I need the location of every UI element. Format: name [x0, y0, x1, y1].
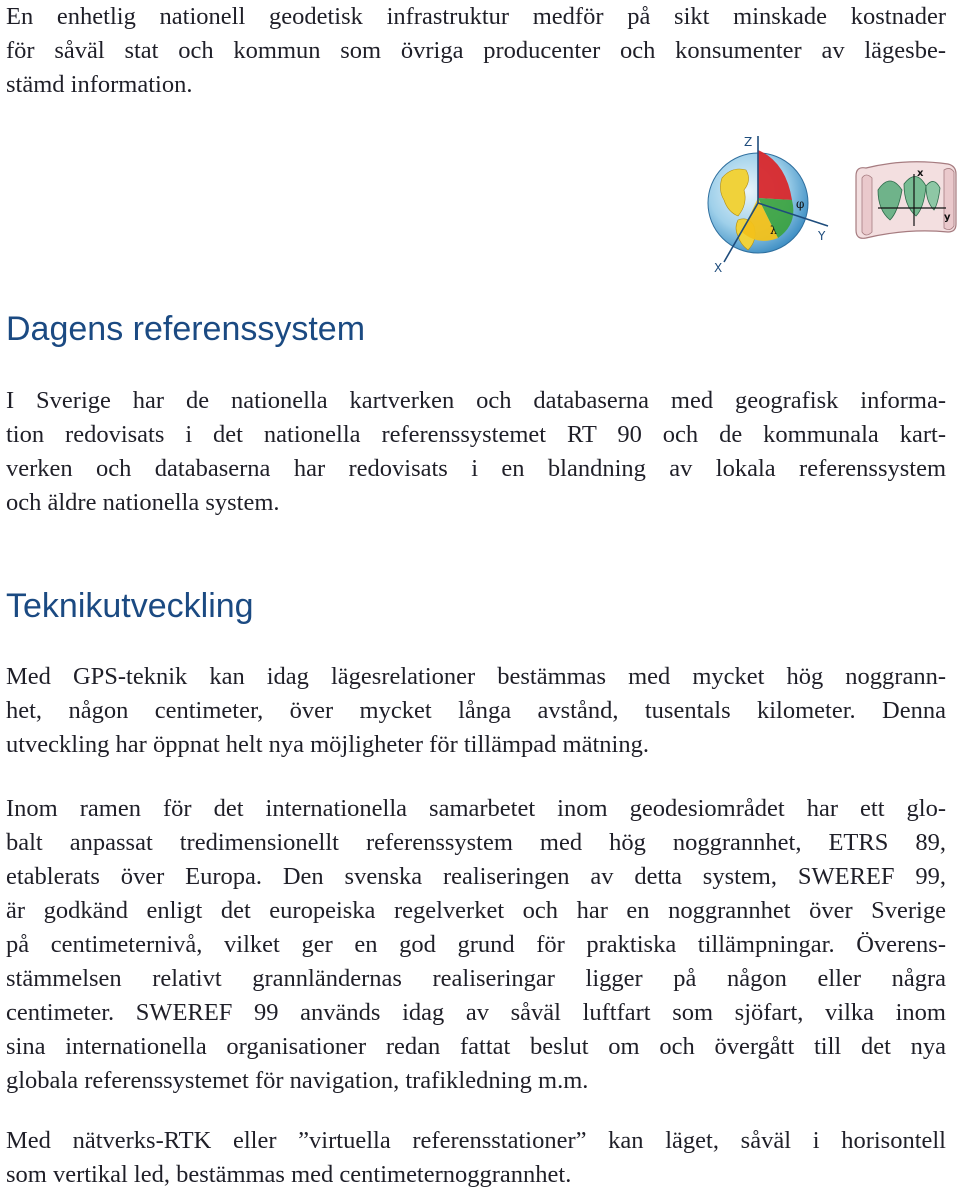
text-line: på centimeternivå, vilket ger en god grund för praktiska tillämpningar. Överens- [6, 931, 946, 958]
text-line: globala referenssystemet för navigation, trafikledning m.m. [6, 1067, 589, 1094]
svg-text:x: x [917, 168, 924, 179]
svg-text:X: X [714, 261, 723, 275]
text-line: I Sverige har de nationella kartverken och databaserna med geografisk informa- [6, 387, 946, 414]
text-line: etablerats över Europa. Den svenska realiseringen av detta system, SWEREF 99, [6, 863, 946, 890]
text-line: utveckling har öppnat helt nya möjligheter för tillämpad mätning. [6, 731, 649, 758]
text-line: tion redovisats i det nationella referenssystemet RT 90 och de kommunala kart- [6, 421, 946, 448]
text-line: Med nätverks-RTK eller ”virtuella referensstationer” kan läget, såväl i horisontell [6, 1127, 946, 1154]
svg-text:φ: φ [796, 197, 805, 211]
text-line: Med GPS-teknik kan idag lägesrelationer bestämmas med mycket hög noggrann- [6, 663, 946, 690]
text-line: balt anpassat tredimensionellt referenssystem med hög noggrannhet, ETRS 89, [6, 829, 946, 856]
svg-text:Y: Y [818, 229, 826, 243]
text-line: för såväl stat och kommun som övriga producenter och konsumenter av lägesbe- [6, 37, 946, 64]
section-heading: Dagens referenssystem [6, 310, 366, 348]
svg-text:λ: λ [770, 224, 777, 237]
text-line: stämmelsen relativt grannländernas realiseringar ligger på någon eller några [6, 965, 946, 992]
text-line: stämd information. [6, 71, 193, 98]
text-line: och äldre nationella system. [6, 489, 280, 516]
section2-paragraph-1 [6, 660, 946, 762]
text-line: som vertikal led, bestämmas med centimeternoggrannhet. [6, 1161, 572, 1188]
coordinate-system-illustration [700, 128, 960, 276]
text-line: sina internationella organisationer redan fattat beslut om och övergått till det nya [6, 1033, 946, 1060]
text-line: En enhetlig nationell geodetisk infrastruktur medför på sikt minskade kostnader [6, 3, 946, 30]
section2-paragraph-3 [6, 1124, 946, 1192]
text-line: är godkänd enligt det europeiska regelverket och har en noggrannhet över Sverige [6, 897, 946, 924]
intro-paragraph [6, 0, 946, 102]
text-line: het, någon centimeter, över mycket långa avstånd, tusentals kilometer. Denna [6, 697, 946, 724]
globe-icon [708, 135, 828, 275]
svg-text:Z: Z [744, 135, 753, 149]
map-scroll-icon [856, 162, 956, 239]
text-line: Inom ramen för det internationella samarbetet inom geodesiområdet har ett glo- [6, 795, 946, 822]
svg-text:y: y [944, 212, 951, 223]
section-heading: Teknikutveckling [6, 587, 254, 625]
section2-paragraph-2 [6, 792, 946, 1098]
text-line: verken och databaserna har redovisats i en blandning av lokala referenssystem [6, 455, 946, 482]
text-line: centimeter. SWEREF 99 används idag av såväl luftfart som sjöfart, vilka inom [6, 999, 946, 1026]
section1-paragraph [6, 384, 946, 520]
